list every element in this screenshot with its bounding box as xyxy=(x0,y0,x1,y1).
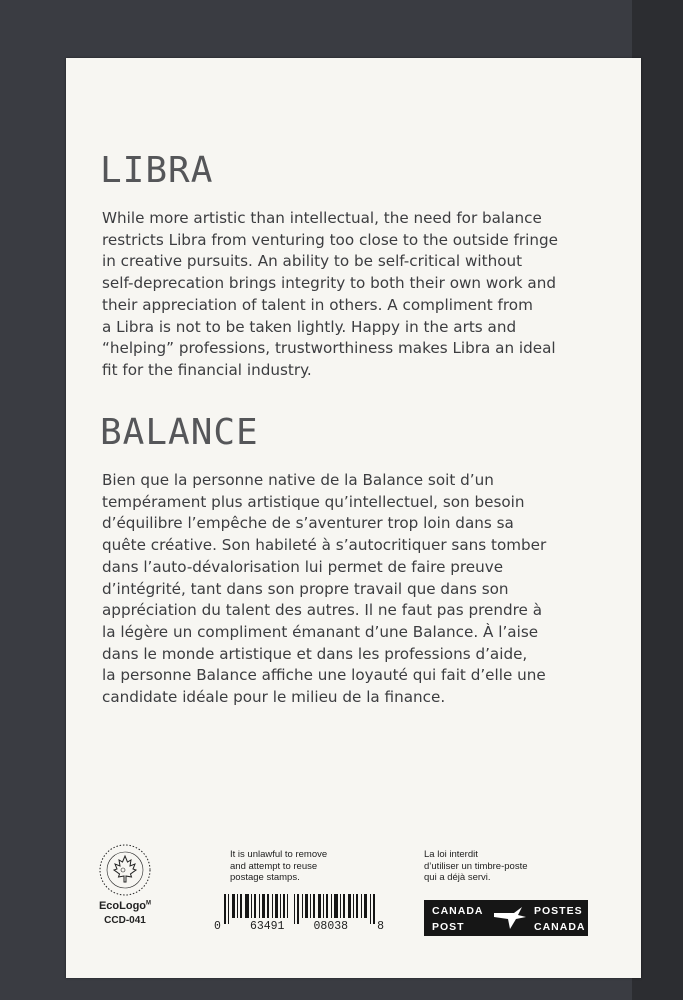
french-line: la personne Balance affiche une loyauté qui fait d’elle une xyxy=(102,666,546,685)
canada-post-canada-fr: CANADA xyxy=(534,921,586,933)
barcode-digit-group: 63491 xyxy=(249,920,285,933)
french-line: quête créative. Son habileté à s’autocritiquer sans tomber xyxy=(102,536,547,555)
french-line: appréciation du talent des autres. Il ne faut pas prendre à xyxy=(102,601,543,620)
notice-line: It is unlawful to remove xyxy=(230,849,328,860)
english-line: “helping” professions, trustworthiness makes Libra an ideal xyxy=(102,339,556,358)
french-line: Bien que la personne native de la Balance soit d’un xyxy=(102,471,494,489)
french-heading: BALANCE xyxy=(100,412,259,453)
ecologo-brand: EcoLogo$^M$ xyxy=(98,900,152,912)
french-line: tempérament plus artistique qu’intellectuel, son besoin xyxy=(102,492,525,511)
notice-line: La loi interdit xyxy=(424,849,478,860)
canada-post-post: POST xyxy=(432,921,465,933)
canada-post-canada: CANADA xyxy=(432,905,484,917)
ecologo-code: CCD-041 xyxy=(104,915,146,926)
english-line: While more artistic than intellectual, the need for balance xyxy=(102,209,542,227)
french-line: candidate idéale pour le milieu de la finance. xyxy=(102,688,446,707)
barcode-digits xyxy=(214,920,384,933)
notice-english xyxy=(230,849,327,884)
english-line: their appreciation of talent in others. A compliment from xyxy=(102,295,533,314)
french-line: d’équilibre l’empêche de s’aventurer trop loin dans sa xyxy=(102,514,514,533)
notice-french xyxy=(424,849,528,884)
barcode-digit-group: 8 xyxy=(377,920,384,933)
canada-post-logo xyxy=(424,900,588,936)
barcode-digit-group: 08038 xyxy=(313,920,349,933)
notice-line: d’utiliser un timbre-poste xyxy=(424,860,528,872)
barcode-digit-group: 0 xyxy=(214,920,221,933)
french-description xyxy=(102,470,546,709)
english-line: in creative pursuits. An ability to be self-critical without xyxy=(102,252,523,271)
canada-post-eagle-icon xyxy=(492,905,528,931)
maple-leaf-icon xyxy=(97,842,153,898)
notice-line: and attempt to reuse xyxy=(230,860,318,872)
french-line: la légère un compliment émanant d’une Balance. À l’aise xyxy=(102,622,539,641)
french-line: dans le monde artistique et dans les professions d’aide, xyxy=(102,644,528,663)
notice-line: postage stamps. xyxy=(230,872,300,883)
english-line: restricts Libra from venturing too close to the outside fringe xyxy=(102,230,558,249)
ecologo-seal xyxy=(90,842,160,926)
english-line: fit for the financial industry. xyxy=(102,360,312,379)
french-line: dans l’auto-dévalorisation lui permet de faire preuve xyxy=(102,557,504,576)
french-line: d’intégrité, tant dans son propre travail que dans son xyxy=(102,579,509,598)
english-description xyxy=(102,208,558,382)
canada-post-postes: POSTES xyxy=(534,905,583,917)
english-line: self-deprecation brings integrity to both their own work and xyxy=(102,274,557,293)
english-heading: LIBRA xyxy=(100,150,214,191)
english-line: a Libra is not to be taken lightly. Happy in the arts and xyxy=(102,317,517,336)
notice-line: qui a déjà servi. xyxy=(424,872,491,883)
